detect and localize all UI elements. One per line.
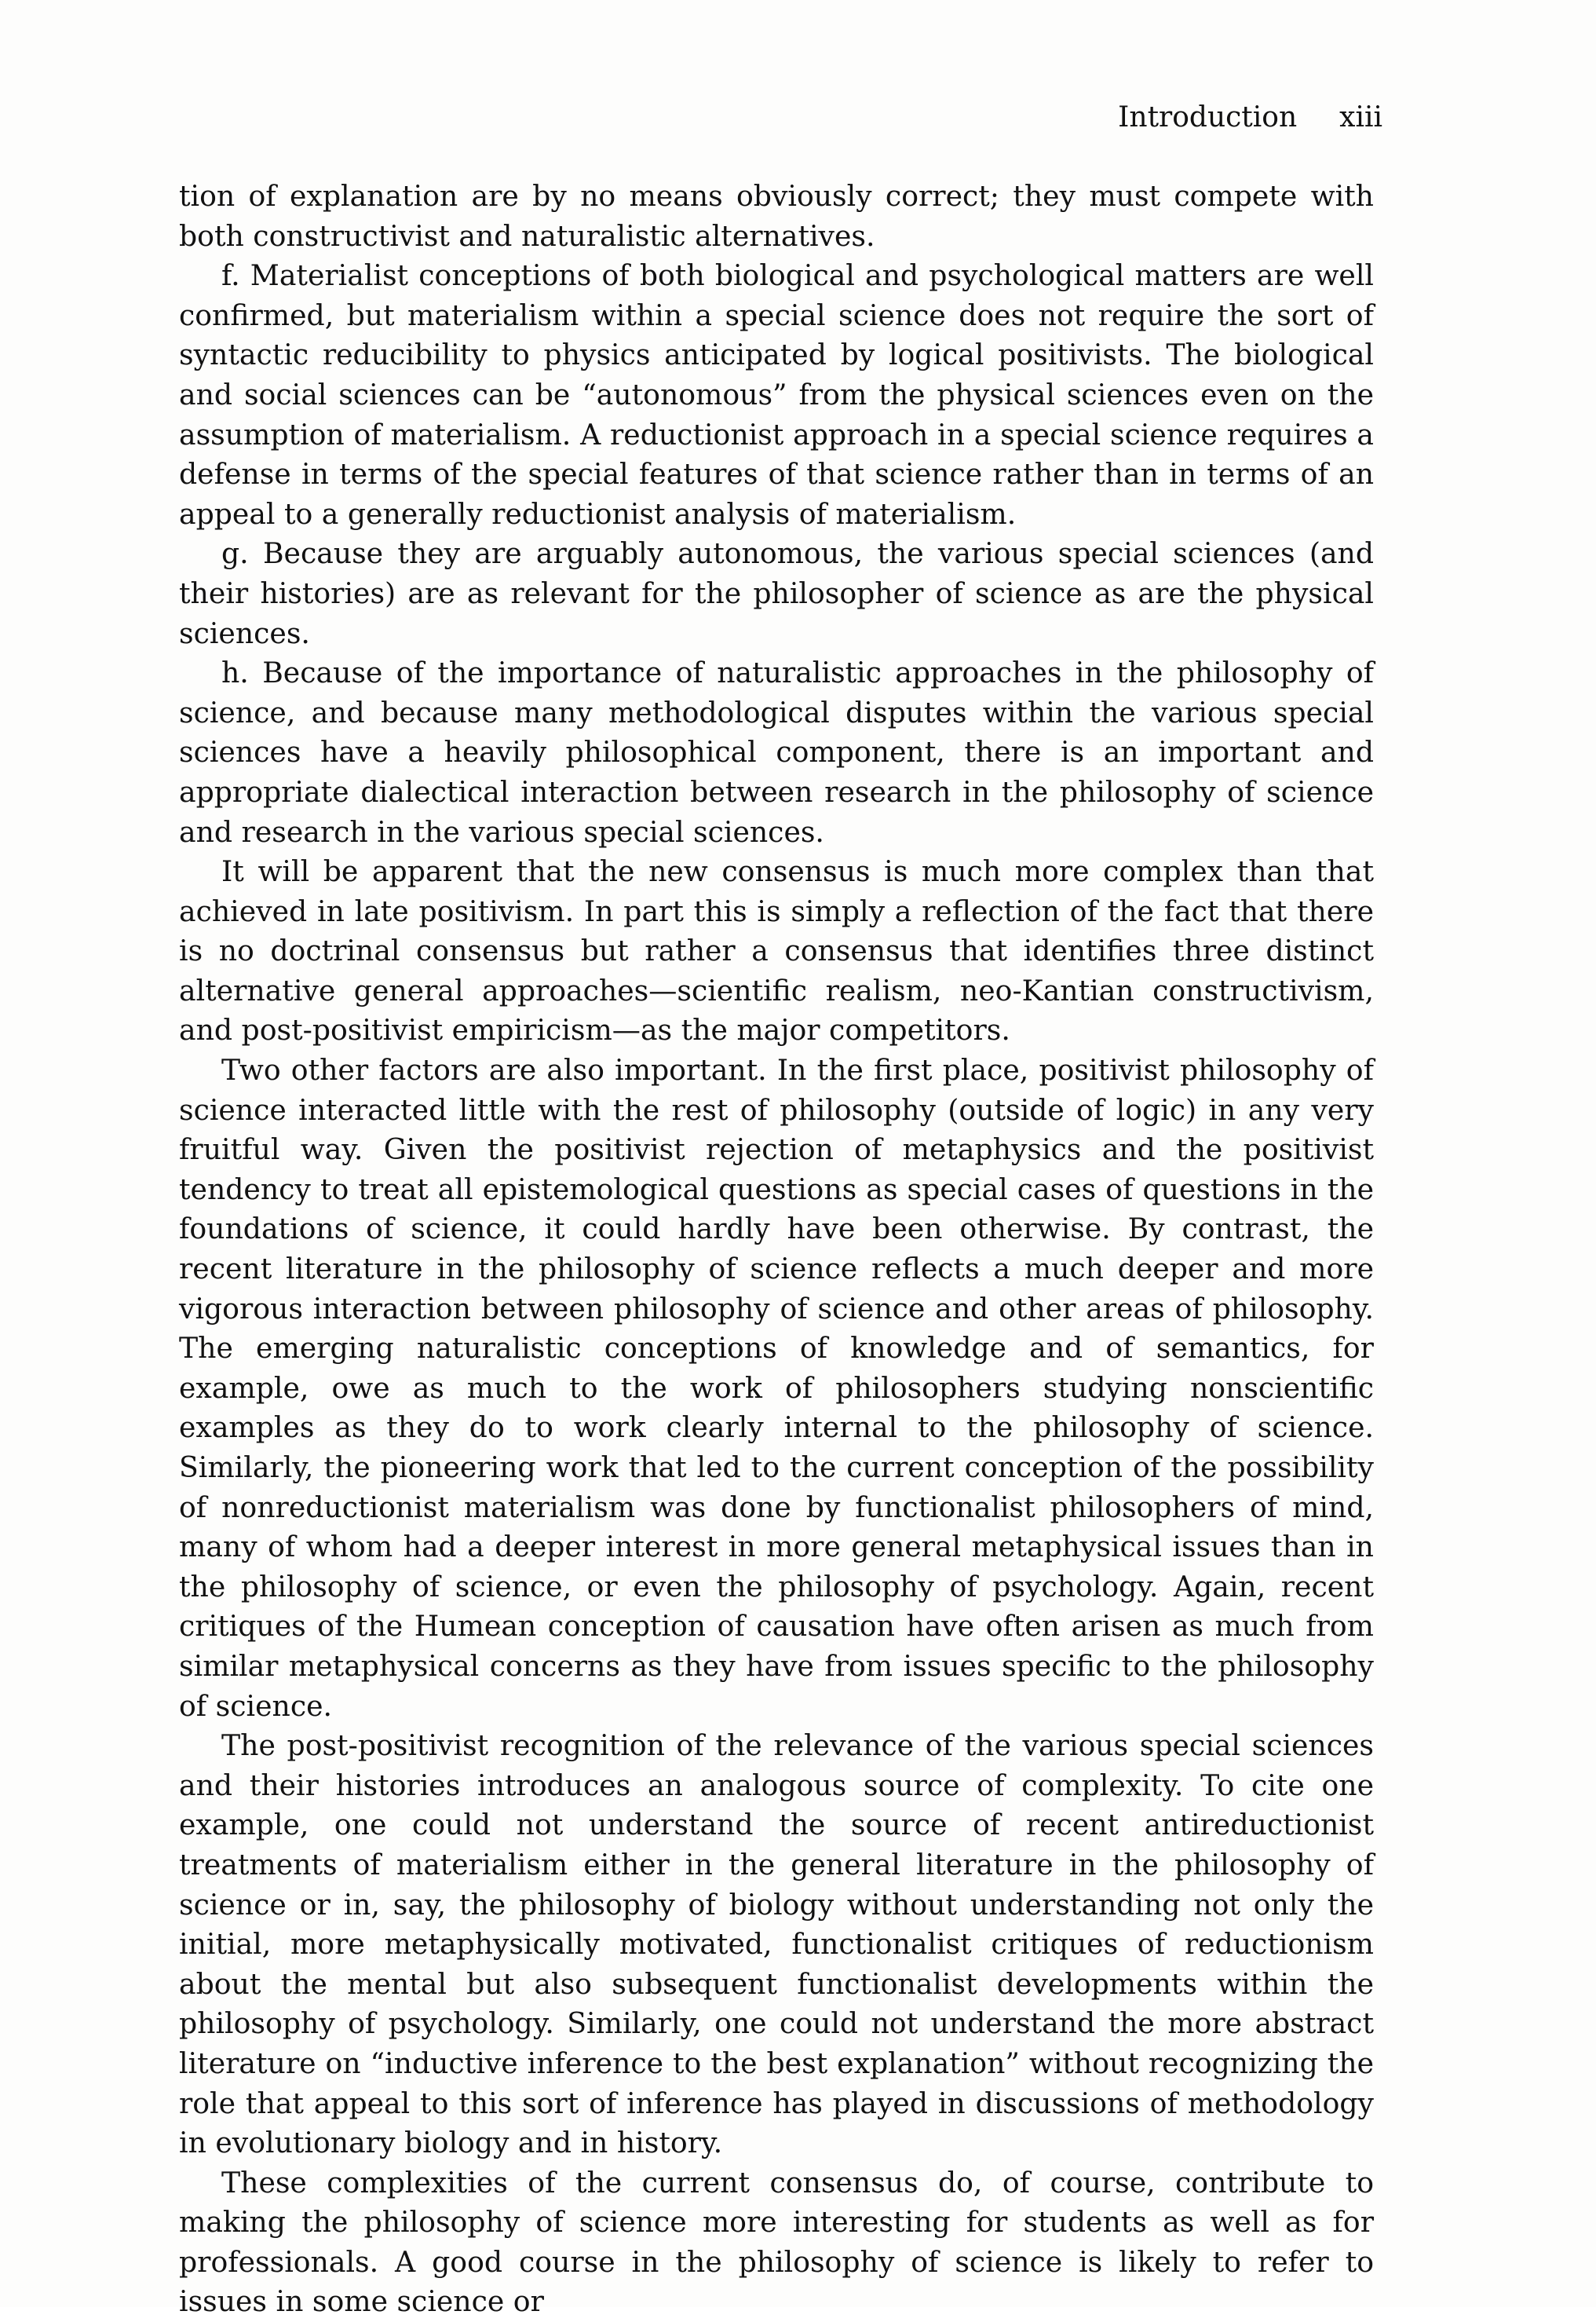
paragraph-new-consensus: It will be apparent that the new consensus is much more complex than that achieved in late positivism. In part this is simply a reflection of the fact that there is no doctrinal consensus but rather a consensus that identifies three distinct alternative general approaches—scientific realism, neo-Kantian constructivism, and post-positivist empiricism—as the major competitors. [179, 854, 1374, 1048]
running-head-title: Introduction [1118, 101, 1298, 133]
paragraph-continued: tion of explanation are by no means obviously correct; they must compete with both constructivist and naturalistic alternatives. [179, 179, 1374, 253]
paragraph-item-f: f. Materialist conceptions of both biological and psychological matters are well confirmed, but materialism within a special science does not require the sort of syntactic reducibility to physics anticipated by logical positivists. The biological and social sciences can be “autonomous” from the physical sciences even on the assumption of materialism. A reductionist approach in a special science requires a defense in terms of the special features of that science rather than in terms of an appeal to a generally reductionist analysis of materialism. [179, 258, 1374, 531]
paragraph-two-factors: Two other factors are also important. In the first place, positivist philosophy of science interacted little with the rest of philosophy (outside of logic) in any very fruitful way. Given the positivist rejection of metaphysics and the positivist tendency to treat all epistemological questions as special cases of questions in the foundations of science, it could hardly have been otherwise. By contrast, the recent literature in the philosophy of science reflects a much deeper and more vigorous interaction between philosophy of science and other areas of philosophy. The emerging naturalistic conceptions of knowledge and of semantics, for example, owe as much to the work of philosophers studying nonscientific examples as they do to work clearly internal to the philosophy of science. Similarly, the pioneering work that led to the current conception of the possibility of nonreductionist materialism was done by functionalist philosophers of mind, many of whom had a deeper interest in more general metaphysical issues than in the philosophy of science, or even the philosophy of psychology. Again, recent critiques of the Humean conception of causation have often arisen as much from similar metaphysical concerns as they have from issues specific to the philosophy of science. [179, 1053, 1374, 1723]
page-number: xiii [1339, 101, 1382, 133]
running-head [1118, 101, 1382, 135]
body-text [179, 177, 1374, 2322]
paragraph-item-g: g. Because they are arguably autonomous, the various special sciences (and their histories) are as relevant for the philosopher of science as are the physical sciences. [179, 536, 1374, 650]
paragraph-post-positivist: The post-positivist recognition of the relevance of the various special sciences and their histories introduces an analogous source of complexity. To cite one example, one could not understand the source of recent antireductionist treatments of materialism either in the general literature in the philosophy of science or in, say, the philosophy of biology without understanding not only the initial, more metaphysically motivated, functionalist critiques of reductionism about the mental but also subsequent functionalist developments within the philosophy of psychology. Similarly, one could not understand the more abstract literature on “inductive inference to the best explanation” without recognizing the role that appeal to this sort of inference has played in discussions of methodology in evolutionary biology and in history. [179, 1728, 1374, 2160]
paragraph-item-h: h. Because of the importance of naturalistic approaches in the philosophy of science, and because many methodological disputes within the various special sciences have a heavily philosophical component, there is an important and appropriate dialectical interaction between research in the philosophy of science and research in the various special sciences. [179, 656, 1374, 849]
paragraph-complexities: These complexities of the current consensus do, of course, contribute to making the philosophy of science more interesting for students as well as for professionals. A good course in the philosophy of science is likely to refer to issues in some science or [179, 2165, 1374, 2319]
